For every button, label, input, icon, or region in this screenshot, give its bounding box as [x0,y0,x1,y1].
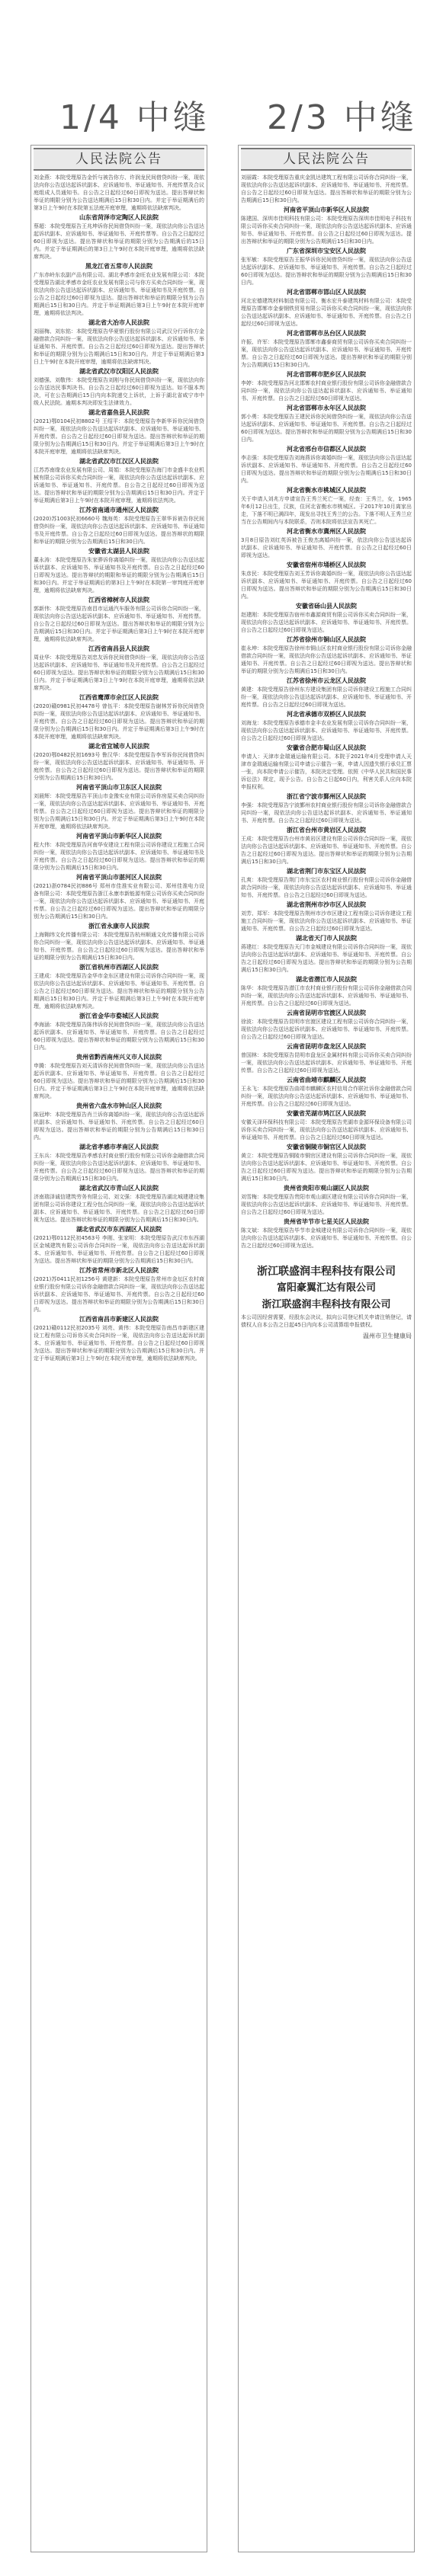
notice-paragraph: 刘晨辉：本院受理原告平顶山市金豫实业有限公司诉你房屋买卖合同纠纷一案，现依法向你公告送达起诉状副本、应诉通知书、举证通知书、开庭传票。自公告之日起经过60日即视为送达。提出答辩状和举证的期限分别为公告期满后15日和30日内。并定于举证期满后第3日上午9时在本院开庭审理，逾期将依法缺席判决。 [34,793,204,830]
court-name: 湖北省武汉市东西湖区人民法院 [76,1226,162,1233]
notice-paragraph: 陈华：本院受理原告潜江市农村商业银行股份有限公司诉你金融借款合同纠纷一案，现依法向你公告送达起诉状副本、应诉通知书、举证通知书、开庭传票。自公告之日起经过60日即视为送达。 [241,985,412,1006]
notice-paragraph: 江苏苏南缘农业发展有限公司、周娟：本院受理原告海门市金盛丰农业机械有限公司诉你买卖合同纠纷一案，现依法向你公告送达起诉状副本、应诉通知书、举证通知书、开庭传票。自公告之日起经过60日即视为送达。提出答辩状和举证的期限分别为公告期满后15日和30日内。并定于举证期满后第3日上午9时在本院开庭审理，逾期将依法判决。 [34,467,204,504]
court-name: 浙江省杭州市西湖区人民法院 [79,964,159,971]
notice-paragraph: 周业华：本院受理原告刘忠友诉你民间借贷纠纷一案，现依法向你公告送达起诉状副本、应诉通知书、举证通知书及开庭传票。自公告之日起经过60日即视为送达。提出答辩状和举证的期限分别为公告期满后15日和30日内。并定于举证期满后第3日上午9时在本院开庭审理，逾期将依法缺席判决。 [34,654,204,691]
notice-paragraph: 陈建国、深圳市佳明科技有限公司：本院受理原告深圳市佳明电子科技有限公司诉你买卖合同纠纷一案，现依法向你公告送达起诉状副本、应诉通知书、举证通知书、开庭传票。自公告之日起经过60日即视为送达。提出答辩状和举证的期限分别为公告期满后15日和30日内。 [241,216,412,245]
court-name: 贵州省贵阳市观山湖区人民法院 [284,1185,369,1192]
court-name: 河南省平顶山市湛河区人民法院 [76,874,162,881]
notice-paragraph: (2020)苏1003民初6660号 魏海英：本院受理原告王翠华诉被告你民间借贷纠纷一案，现依法向你公告送达起诉状副本、应诉通知书、举证通知书及开庭传票。自公告之日起经过60日即视为送达。提出答辩状的期限和举证的期限分别为公告期满后15日和30日内。 [34,516,204,545]
company-name-line: 浙江联盛润丰程科技有限公司 [262,1299,391,1310]
court-name: 湖北省孝感市孝南区人民法院 [79,1144,159,1150]
court-name: 安徽省宿州市埇桥区人民法院 [287,562,366,568]
notice-paragraph: 申腾：本院受理原告刘天清诉你民间借贷纠纷一案，现依法向你公告送达起诉状副本、应诉通知书、举证通知书、开庭传票。自公告之日起经过60日即视为送达。提出答辩状和举证的期限分别为公告期满后15日和30日内。并定于举证期满后第3日上午9时在本院开庭审理，逾期将依法缺席判决。 [34,1063,204,1099]
court-name: 浙江省宁波市鄞州区人民法院 [287,793,366,800]
notice-paragraph: 朱彦民：本院受理原告刘玉芳诉你离婚纠纷一案，现依法向你公告送达起诉状副本、应诉通知书、举证通知书、开庭传票。自公告之日起经过60日即视为送达。提出答辩状和举证的期限分别为公告期满后15日和30日内。 [241,571,412,600]
company-name-line: 富阳豪翼汇达有限公司 [276,1282,376,1294]
notice-paragraph: (2020)鄂0482民初1693号 鲁汉华：本院受理原告李军诉你民间借贷纠纷一案，现依法向你公告送达起诉状副本、应诉通知书、举证通知书、开庭传票。自公告之日起经过60日即视为送达。提出答辩状和举证的期限分别为公告期满后15日和30日内。 [34,752,204,781]
notice-paragraph: 3月8日原告刘红英诉被告王俊杰离婚纠纷一案，依法向你公告送达起诉状副本、应诉通知书、举证通知书、开庭传票。自公告之日起经过60日即视为送达。 [241,537,412,558]
notice-paragraph: (2021)浙0784民初886号 郑州市佳淮实业有限公司、郑州佳淮电力设备有限公司：本院受理原告浙江永康市新能源有限公司诉你买卖合同纠纷一案，现依法向你公告送达起诉状副本、应诉通知书、举证通知书、开庭传票。自公告之日起经过60日即视为送达。提出答辩状和举证的期限分别为公告期满后15日和30日内。 [34,883,204,920]
notice-paragraph: 关于申请人刘兆方申请宣告王秀兰死亡一案，经查：王秀兰，女，1965年6月12日出生，汉族，住河北省衡水市桃城区。于2017年10月离家出走，下落不明已满四年，现发出寻找王秀兰的公告。下落不明人王秀兰应当在公告期间内与本院联系，否则本院将依法宣告其死亡。 [241,496,412,525]
left-notice-column [30,145,207,2552]
court-name: 浙江省金华市婺城区人民法院 [79,1013,159,1019]
left-column-title: 人民法院公告 [34,148,204,171]
court-name: 安徽省合肥市蜀山区人民法院 [287,744,366,751]
court-name: 河南省平顶山市卫东区人民法院 [76,784,162,791]
notice-paragraph: 许振、许军：本院受理原告邯郸市鑫泰商贸有限公司诉你买卖合同纠纷一案，现依法向你公告送达起诉状副本、应诉通知书、举证通知书、开庭传票。自公告之日起经过60日即视为送达。提出答辩状和举证的期限分别为公告期满后15日和30日内。 [241,339,412,368]
notice-paragraph: 上海翱纬文化传播有限公司：本院受理原告杭州顺通文化传播有限公司诉你合同纠纷一案，现依法向你公告送达起诉状副本、应诉通知书、举证通知书、开庭传票。自公告之日起经过60日即视为送达。提出答辩状和举证的期限分别为公告期满后15日和30日内。 [34,932,204,961]
notice-paragraph: 张军敏：本院受理原告王振华诉你民间借贷纠纷一案，现依法向你公告送达起诉状副本、应诉通知书、举证通知书、开庭传票。自公告之日起经过60日即视为送达。提出答辩状和举证的期限分别为公告期满后15日和30日内。 [241,257,412,286]
notice-paragraph: 曾国林：本院受理原告昆明市盘龙区金属材料有限公司诉你买卖合同纠纷一案，现依法向你公告送达起诉状副本、应诉通知书、举证通知书、开庭传票。自公告之日起经过60日即视为送达。 [241,1052,412,1074]
court-name: 安徽省太湖县人民法院 [88,548,149,555]
notice-paragraph: 郭小勇：本院受理原告王建民诉你民间借贷纠纷一案，现依法向你公告送达起诉状副本、应诉通知书、举证通知书、开庭传票。自公告之日起经过60日即视为送达。提出答辩状和举证的期限分别为公告期满后15日和30日内。 [241,414,412,443]
notice-paragraph: 李海涵：本院受理原告陈伟诉你民间借贷纠纷一案，现依法向你公告送达起诉状副本、应诉通知书、举证通知书、开庭传票。自公告之日起经过60日即视为送达。提出答辩状和举证的期限分别为公告期满后15日和30日内。 [34,1022,204,1051]
court-name: 湖北省潜江市人民法院 [296,976,357,983]
notice-paragraph: 黄建：本院受理原告徐州东方建设集团有限公司诉你建设工程施工合同纠纷一案，现依法向你公告送达起诉状副本、应诉通知书、举证通知书、开庭传票。自公告之日起经过60日即视为送达。 [241,686,412,708]
notice-paragraph: 王成：本院受理原告台州市黄岩区建设有限公司诉你合同纠纷一案，现依法向你公告送达起诉状副本、应诉通知书、举证通知书、开庭传票。自公告之日起经过60日即视为送达。提出答辩状和举证的期限分别为公告期满后15日和30日内。 [241,836,412,865]
court-name: 河北省衡水市桃城区人民法院 [287,487,366,494]
court-name: 湖北省荆州市沙市区人民法院 [287,901,366,908]
notice-paragraph: 蒋建红：本院受理原告天门市金城建设有限公司诉你合同纠纷一案，现依法向你公告送达起诉状副本、应诉通知书、举证通知书、开庭传票。自公告之日起经过60日即视为送达。提出答辩状和举证的期限分别为公告期满后15日和30日内。 [241,944,412,973]
company-notice-text: 本公司因经营需要，经股东会决议，拟向公司登记机关申请注销登记，请债权人自本公告之日起45日内向本公司清算组申报债权。 [241,1314,412,1328]
court-name: 贵州省六盘水市钟山区人民法院 [76,1102,162,1109]
right-gutter-heading: 2/3 中缝 [267,98,417,137]
court-name: 河北省承德市双桥区人民法院 [287,711,366,718]
court-name: 贵州省毕节市七星关区人民法院 [284,1218,369,1225]
court-name: 湖北省大冶市人民法院 [88,319,149,326]
court-name: 贵州省黔西南州兴义市人民法院 [76,1054,162,1061]
court-name: 江西省南昌县人民法院 [88,645,149,652]
court-name: 湖北省嘉鱼县人民法院 [88,409,149,416]
court-name: 江苏省徐州市铜山区人民法院 [287,636,366,643]
notice-paragraph: 李婷：本院受理原告河北邯郸农村商业银行股份有限公司诉你金融借款合同纠纷一案，现依法向你公告送达起诉状副本、应诉通知书、举证通知书、开庭传票。自公告之日起经过60日即视为送达。 [241,380,412,402]
court-name: 河北省邯郸市邯山区人民法院 [287,289,366,296]
notice-paragraph: 河北宏德建筑材料制造有限公司、衡水宏升泰建筑材料有限公司：本院受理原告邯郸市金泰钢铁贸易有限公司诉你买卖合同纠纷一案，现依法向你公告送达起诉状副本、应诉通知书、举证通知书、开庭传票。自公告之日起经过60日即视为送达。 [241,298,412,327]
court-name: 浙江省永康市人民法院 [88,923,149,930]
notice-paragraph: 崔永坤：本院受理原告徐州市铜山区农村商业银行股份有限公司诉你金融借款合同纠纷一案，现依法向你公告送达起诉状副本、应诉通知书、举证通知书、开庭传票。自公告之日起经过60日即视为送达。提出答辩状和举证的期限分别为公告期满后15日和30日内。 [241,645,412,674]
court-name: 河南省平顶山市新华区人民法院 [76,833,162,840]
notice-paragraph: 黄立：本院受理原告铜陵市铜官区建设有限公司诉你合同纠纷一案，现依法向你公告送达起诉状副本、应诉通知书、举证通知书、开庭传票。自公告之日起经过60日即视为送达。提出答辩状和举证的期限分别为公告期满后15日和30日内。 [241,1153,412,1182]
notice-paragraph: (2021)赣0112民初2035号 刘亮、黄伟：本院受理原告南昌市新建区建设工程有限公司诉你买卖合同纠纷一案，现依法向你公告送达起诉状副本、应诉通知书、举证通知书、开庭传票。自公告之日起经过60日即视为送达。提出答辩状和举证的期限分别为公告期满后15日和30日内。并定于举证期满后第3日上午9时在本院开庭审理，逾期将依法缺席判决。 [34,1325,204,1362]
notice-paragraph: 广东赤岭东农副产品有限公司、湖北孝感市金旺农业发展有限公司：本院受理原告湖北孝感市金旺农业发展有限公司与你方买卖合同纠纷一案，现依法向你公告送达起诉状副本、应诉通知书、举证通知书及开庭传票。自公告之日起经过60日即视为送达。提出答辩状和举证的期限分别为公告期满后15日和30日内。并定于举证期满后第3日上午9时在本院开庭审理，逾期将依法判决。 [34,272,204,316]
court-name: 河北省衡水市冀州区人民法院 [287,528,366,535]
court-name: 湖北省武汉市江汉区人民法院 [79,458,159,465]
company-notice-signature: 温州市卫生健康局 [363,1333,412,1339]
court-name: 湖北省武汉市汉阳区人民法院 [79,368,159,375]
court-name: 河北省邯郸市肥乡区人民法院 [287,371,366,378]
court-name: 江西省樟树市人民法院 [88,597,149,603]
court-name: 江西省南昌市新建区人民法院 [79,1316,159,1323]
notice-paragraph: (2021)鄂0104民初8802号 王绍平：本院受理原告李新华诉你民间借贷纠纷一案，现依法向你公告送达起诉状副本、应诉通知书、举证通知书、开庭传票。自公告之日起经过60日即视为送达。提出答辩状和举证的期限分别为公告期满后15日和30日内。并定于举证期满后第3日上午9时在本院开庭审理，逾期将依法缺席判决。 [34,418,204,455]
court-name: 江苏省南通市通州区人民法院 [79,507,159,514]
notice-paragraph: 刘芳、郑军：本院受理原告荆州市沙市区建设工程有限公司诉你建设工程施工合同纠纷一案，现依法向你公告送达起诉状副本、应诉通知书、举证通知书、开庭传票。自公告之日起经过60日即视为送达。 [241,910,412,932]
notice-paragraph: 陈冠坤：本院受理原告肖兰诉你离婚纠纷一案，现依法向你公告送达起诉状副本、应诉通知书、举证通知书、开庭传票。自公告之日起经过60日即视为送达。提出答辩状和举证的期限分别为公告期满后15日和30日内。 [34,1112,204,1141]
notice-paragraph: 王建成：本院受理原告金华市金东区建设有限公司诉你合同纠纷一案，现依法向你公告送达起诉状副本、应诉通知书、举证通知书、开庭传票。自公告之日起经过60日即视为送达。提出答辩状和举证的期限分别为公告期满后15日和30日内。并定于举证期满后第3日上午9时在本院开庭审理，逾期将依法缺席判决。 [34,973,204,1010]
notice-paragraph: (2020)赣0981民初4478号 曾伍平：本院受理原告谢林芳诉你民间借贷纠纷一案，现依法向你公告送达起诉状副本、应诉通知书、举证通知书、开庭传票。自公告之日起经过60日即视为送达。提出答辩状和举证的期限分别为公告期满后15日和30日内。并定于举证期满后第3日上午9时在本院开庭审理，逾期将依法缺席判决。 [34,703,204,740]
notice-paragraph: 程大伟：本院受理原告河南华安建设工程有限公司诉你建设工程施工合同纠纷一案，现依法向你公告送达起诉状副本、应诉通知书、举证通知书及开庭传票。自公告之日起经过60日即视为送达。提出答辩状和举证的期限分别为公告期满后15日和30日内。 [34,842,204,871]
notice-paragraph: 董永涛：本院受理原告朱家骅诉你离婚纠纷一案，现依法向你公告送达起诉状副本、应诉通知书、举证通知书及开庭传票。自公告之日起经过60日即视为送达。提出答辩状的期限和举证的期限分别为公告期满后15日和30日内。并定于举证期满后的第3日上午9时在本院第一审判庭开庭审理，逾期将依法缺席判决。 [34,557,204,594]
court-name: 云南省昆明市盘龙区人民法院 [287,1043,366,1050]
notice-paragraph: 刘金燕：本院受理原告金忻与被告你方、许润龙民间借贷纠纷一案，现依法向你公告送达起诉状副本、应诉通知书、举证通知书、开庭传票及合议庭组成人员通知书。自公告之日起经过60日即视为送达。提出答辩状和举证的期限分别为公告送达期满后15日和30日内。并定于举证期满后的第3日上午9时在本院第五法庭开庭审理，逾期将依法缺席判决。 [34,174,204,211]
notice-paragraph: 安徽天泽环保科技有限公司：本院受理原告芜湖市金源环保设备有限公司诉你买卖合同纠纷一案，现依法向你公告送达起诉状副本、应诉通知书、举证通知书、开庭传票。自公告之日起经过60日即视为送达。 [241,1119,412,1141]
court-name: 广东省深圳市宝安区人民法院 [287,248,366,254]
court-name: 河北省邯郸市丛台区人民法院 [287,330,366,337]
company-name-line: 浙江联盛润丰程科技有限公司 [257,1266,396,1278]
court-name: 黑龙江省五常市人民法院 [85,263,152,270]
court-name: 河北省邯郸市永年区人民法院 [287,405,366,411]
notice-paragraph: 刘丽霞：本院受理原告重庆金凯达建筑工程有限公司诉你合同纠纷一案，现依法向你公告送达起诉状副本、应诉通知书、举证通知书、开庭传票。自公告之日起经过60日即视为送达。提出答辩状和举证的期限分别为公告期满后15日和30日内。 [241,174,412,203]
notice-paragraph: 李强：本院受理原告宁波鄞州农村商业银行股份有限公司诉你金融借款合同纠纷一案，现依法向你公告送达起诉状副本、应诉通知书、举证通知书、开庭传票。自公告之日起经过60日即视为送达。 [241,802,412,824]
left-notice-list [34,174,204,1362]
right-column-title: 人民法院公告 [241,148,412,171]
court-name: 安徽省砀山县人民法院 [296,603,357,610]
notice-paragraph: (2021)鄂0112民初4563号 李刚、张家明：本院受理原告武汉市东西湖区金城建筑有限公司诉你合同纠纷一案，现依法向你公告送达起诉状副本、应诉通知书、举证通知书、开庭传票。自公告之日起经过60日即视为送达。提出答辩状和举证的期限分别为公告期满后15日和30日内。 [34,1235,204,1264]
notice-paragraph: 刘海龙：本院受理原告承德市金丰农业发展有限公司诉你合同纠纷一案，现依法向你公告送达起诉状副本、应诉通知书、举证通知书、开庭传票。自公告之日起经过60日即视为送达。 [241,720,412,741]
notice-paragraph: 李志强：本院受理原告刘海燕诉你离婚纠纷一案，现依法向你公告送达起诉状副本、应诉通知书、举证通知书、开庭传票。自公告之日起经过60日即视为送达。提出答辩状和举证的期限分别为公告期满后15日和30日内。 [241,455,412,484]
notice-paragraph: 赵建刚：本院受理原告宿州市鑫源商贸有限公司诉你买卖合同纠纷一案，现依法向你公告送达起诉状副本、应诉通知书、举证通知书、开庭传票。自公告之日起经过60日即视为送达。 [241,612,412,633]
court-name: 江苏省徐州市云龙区人民法院 [287,677,366,684]
court-name: 河南省平顶山市新华区人民法院 [284,206,369,213]
left-gutter-heading: 1/4 中缝 [59,98,210,137]
notice-paragraph: 刘雪梅：本院受理原告贵阳市观山湖区建设有限公司诉你合同纠纷一案，现依法向你公告送达起诉状副本、应诉通知书、举证通知书、开庭传票。自公告之日起经过60日即视为送达。 [241,1194,412,1215]
court-name: 山东省菏泽市定陶区人民法院 [79,214,159,221]
court-name: 安徽省芜湖市鸠江区人民法院 [287,1110,366,1117]
notice-paragraph: 陈文斌：本院受理原告毕节市金城建设有限公司诉你合同纠纷一案，现依法向你公告送达起诉状副本、应诉通知书、举证通知书、开庭传票。自公告之日起经过60日即视为送达。 [241,1227,412,1249]
court-name: 云南省昆明市官渡区人民法院 [287,1010,366,1016]
notice-paragraph: 王东兵：本院受理原告孝感农村商业银行股份有限公司诉你金融借款合同纠纷一案，现依法向你公告送达起诉状副本、应诉通知书、举证通知书、开庭传票。自公告之日起经过60日即视为送达。提出答辩状和举证的期限分别为公告期满后15日和30日内。 [34,1153,204,1182]
notice-paragraph: 孔爽：本院受理原告荆门市东宝区农村商业银行股份有限公司诉你金融借款合同纠纷一案，现依法向你公告送达起诉状副本、应诉通知书、举证通知书、开庭传票。自公告之日起经过60日即视为送达。 [241,877,412,898]
notice-paragraph: 郭新伟：本院受理原告南昌市运通汽车服务有限公司诉你合同纠纷一案，现依法向你公告送达起诉状副本、应诉通知书、举证通知书、开庭传票。自公告之日起经过60日即视为送达。提出答辩状和举证的期限分别为公告期满后15日和30日内。并定于举证期满后第3日上午9时在本院开庭审理，逾期将依法缺席判决。 [34,606,204,642]
court-name: 湖北省荆门市东宝区人民法院 [287,868,366,875]
court-name: 云南省曲靖市麒麟区人民法院 [287,1077,366,1083]
court-name: 江苏省常州市新北区人民法院 [79,1267,159,1274]
court-name: 安徽省铜陵市铜官区人民法院 [287,1144,366,1150]
notice-paragraph: (2021)苏0411民初1256号 黄建新：本院受理原告常州市金坛区农村商业银行股份有限公司诉你金融借款合同纠纷一案，现依法向你公告送达起诉状副本、应诉通知书、举证通知书、开庭传票。自公告之日起经过60日即视为送达。提出答辩状和举证的期限分别为公告期满后15日和30日内。 [34,1276,204,1313]
company-notice [241,1263,412,1341]
notice-paragraph: 申请人：天津市金瑞通运输有限公司。本院于2021年4月受理申请人天津市金瑞通运输有限公司申请公示催告一案，申请人因遗失银行承兑汇票一张，向本院申请公示催告，本院决定受理。依照《中华人民共和国民事诉讼法》规定，现予公告。自公告之日起60日内，利害关系人应向本院申报权利。 [241,754,412,790]
notice-paragraph: 济南瑞泽诚信建筑劳务有限公司、刘文强：本院受理原告湖北城建建设集团有限公司诉你建设工程分包合同纠纷一案，现依法向你公告送达起诉状副本、应诉通知书、举证通知书、开庭传票。自公告之日起经过60日即视为送达。提出答辩状和举证的期限分别为公告期满后15日和30日内。 [34,1194,204,1223]
notice-paragraph: 徐波：本院受理原告昆明市官渡区建设工程有限公司诉你合同纠纷一案，现依法向你公告送达起诉状副本、应诉通知书、举证通知书、开庭传票。自公告之日起经过60日即视为送达。 [241,1019,412,1040]
notice-paragraph: 刘丽梅、刘东铭：本院受理原告华夏银行股份有限公司武汉分行诉你方金融借款合同纠纷一案，现依法向你公告送达起诉状副本、应诉通知书、举证通知书、开庭传票。自公告之日起经过60日即视为送达。提出答辩状和举证的期限分别为公告期满后15日和30日内。并定于举证期满后第3日上午9时在本院开庭审理，逾期将依法缺席判决。 [34,328,204,365]
court-name: 湖北省宜城市人民法院 [88,743,149,750]
notice-paragraph: 刘德强、刘敬伟：本院受理原告刘刚与你民间借贷纠纷一案，现依法向你公告送达民事判决书。自公告之日起经过60日即视为送达。如不服本判决，可在公告期满后15日内向本院递交上诉状，上诉于湖北省咸宁市中级人民法院。逾期本判决即发生法律效力。 [34,377,204,406]
right-notice-column [238,145,415,2552]
court-name: 湖北省武汉市青山区人民法院 [79,1185,159,1192]
court-name: 浙江省台州市黄岩区人民法院 [287,827,366,834]
court-name: 江西省鹰潭市余江区人民法院 [79,694,159,701]
court-name: 河北省邢台市信都区人民法院 [287,446,366,453]
right-notice-list [241,174,412,1250]
notice-paragraph: 王永飞：本院受理原告曲靖市麒麟区农村信用合作联社诉你金融借款合同纠纷一案，现依法向你公告送达起诉状副本、应诉通知书、举证通知书、开庭传票。自公告之日起经过60日即视为送达。 [241,1086,412,1107]
notice-paragraph: 蔡超：本院受理原告王兆坤诉你民间借贷纠纷一案，现依法向你公告送达起诉状副本、应诉通知书、举证通知书、开庭传票等。自公告之日起经过60日即视为送达。提出答辩状和举证的期限分别为公告期满后的15日内。并定于举证期满后的第3日上午9时在本院开庭审理，逾期将依法缺席判决。 [34,223,204,260]
court-name: 湖北省天门市人民法院 [296,935,357,942]
